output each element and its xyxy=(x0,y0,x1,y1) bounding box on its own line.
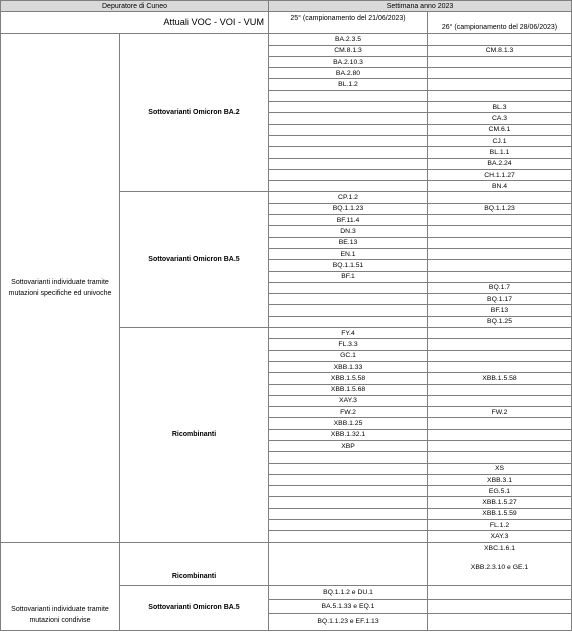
week25-value: XBB.1.5.58 xyxy=(269,373,428,384)
week25-value: XBB.1.32.1 xyxy=(269,429,428,440)
week25-value xyxy=(269,158,428,169)
week25-value xyxy=(269,542,428,585)
week26-value: CM.8.1.3 xyxy=(428,45,572,56)
week26-value xyxy=(428,395,572,406)
week25-value xyxy=(269,316,428,327)
week26-value xyxy=(428,34,572,45)
week26-value: XBB.1.5.27 xyxy=(428,497,572,508)
week25-value xyxy=(269,486,428,497)
week26-value xyxy=(428,384,572,395)
week26-value xyxy=(428,452,572,463)
week26-value: BA.2.24 xyxy=(428,158,572,169)
week25-value xyxy=(269,135,428,146)
week25-value: XBB.1.33 xyxy=(269,361,428,372)
settimana-header: Settimana anno 2023 xyxy=(269,1,572,12)
week25-value: FW.2 xyxy=(269,407,428,418)
week25-value: EN.1 xyxy=(269,248,428,259)
week25-value: BA.2.10.3 xyxy=(269,56,428,67)
week25-value: FY.4 xyxy=(269,328,428,339)
group-shared-label: Sottovarianti individuate tramite mutazioni condivise xyxy=(1,542,120,630)
week26-value: XS xyxy=(428,463,572,474)
week26-value: BQ.1.7 xyxy=(428,282,572,293)
week25-value: BF.11.4 xyxy=(269,215,428,226)
week25-value: BA.2.80 xyxy=(269,68,428,79)
week26-value xyxy=(428,260,572,271)
week25-value xyxy=(269,124,428,135)
week26-value: BL.3 xyxy=(428,102,572,113)
week26-value: XBB.3.1 xyxy=(428,474,572,485)
week26-value: CA.3 xyxy=(428,113,572,124)
week26-value xyxy=(428,585,572,599)
week25-value: BA.5.1.33 e EQ.1 xyxy=(269,599,428,613)
week25-value xyxy=(269,294,428,305)
week26-value: CM.6.1 xyxy=(428,124,572,135)
week25-value xyxy=(269,181,428,192)
week26-value xyxy=(428,613,572,630)
week26-value: EG.5.1 xyxy=(428,486,572,497)
week26-value xyxy=(428,440,572,451)
week26-value xyxy=(428,192,572,203)
week26-value xyxy=(428,56,572,67)
week26-value: BQ.1.25 xyxy=(428,316,572,327)
week25-value xyxy=(269,474,428,485)
week25-value xyxy=(269,90,428,101)
week26-value xyxy=(428,350,572,361)
week26-value xyxy=(428,271,572,282)
week25-value: XAY.3 xyxy=(269,395,428,406)
week26-value xyxy=(428,542,572,585)
header-row-1 xyxy=(1,1,572,12)
section-label: Ricombinanti xyxy=(120,542,269,585)
week25-value xyxy=(269,463,428,474)
group-specific-label: Sottovarianti individuate tramite mutazioni specifiche ed univoche xyxy=(1,34,120,542)
week26-value: XAY.3 xyxy=(428,531,572,542)
week25-value xyxy=(269,508,428,519)
section-label: Ricombinanti xyxy=(120,328,269,543)
week26-value: FW.2 xyxy=(428,407,572,418)
week25-value: BQ.1.1.23 e EF.1.13 xyxy=(269,613,428,630)
week26-value: BL.1.1 xyxy=(428,147,572,158)
week26-value xyxy=(428,328,572,339)
week26-value xyxy=(428,68,572,79)
week25-value: XBP xyxy=(269,440,428,451)
week26-value: CJ.1 xyxy=(428,135,572,146)
week25-value: BQ.1.1.2 e DU.1 xyxy=(269,585,428,599)
week26-value: CH.1.1.27 xyxy=(428,169,572,180)
week26-value: FL.1.2 xyxy=(428,520,572,531)
week25-value: CM.8.1.3 xyxy=(269,45,428,56)
week26-value xyxy=(428,599,572,613)
week25-value: BL.1.2 xyxy=(269,79,428,90)
table-row xyxy=(1,542,572,585)
week25-value xyxy=(269,305,428,316)
week26-line: XBC.1.6.1 xyxy=(484,544,515,552)
week25-value xyxy=(269,531,428,542)
week25-value xyxy=(269,520,428,531)
week25-header: 25° (campionamento del 21/06/2023) xyxy=(269,12,428,34)
section-label: Sottovarianti Omicron BA.2 xyxy=(120,34,269,192)
week25-value: BF.1 xyxy=(269,271,428,282)
week25-value xyxy=(269,452,428,463)
week26-value xyxy=(428,237,572,248)
week25-value xyxy=(269,147,428,158)
week26-value: BQ.1.1.23 xyxy=(428,203,572,214)
week26-value: BF.13 xyxy=(428,305,572,316)
week26-value: XBB.1.5.58 xyxy=(428,373,572,384)
week25-value: BE.13 xyxy=(269,237,428,248)
week26-value xyxy=(428,429,572,440)
week25-value: XBB.1.25 xyxy=(269,418,428,429)
week26-line: XBB.2.3.10 e GE.1 xyxy=(470,563,529,571)
week25-value: FL.3.3 xyxy=(269,339,428,350)
week26-value xyxy=(428,248,572,259)
depuratore-header: Depuratore di Cuneo xyxy=(1,1,269,12)
week25-value: CP.1.2 xyxy=(269,192,428,203)
week25-value: GC.1 xyxy=(269,350,428,361)
week26-value xyxy=(428,418,572,429)
section-label: Sottovarianti Omicron BA.5 xyxy=(120,585,269,630)
week25-value: BQ.1.1.51 xyxy=(269,260,428,271)
week26-value xyxy=(428,226,572,237)
week26-value: XBB.1.5.59 xyxy=(428,508,572,519)
week25-value: BQ.1.1.23 xyxy=(269,203,428,214)
attuali-header: Attuali VOC - VOI - VUM xyxy=(1,12,269,34)
week25-value xyxy=(269,169,428,180)
week25-value: BA.2.3.5 xyxy=(269,34,428,45)
week26-header: 26° (campionamento del 28/06/2023) xyxy=(428,12,572,34)
week26-value: BQ.1.17 xyxy=(428,294,572,305)
week26-value xyxy=(428,361,572,372)
week25-value xyxy=(269,102,428,113)
week26-value xyxy=(428,79,572,90)
week26-value xyxy=(428,90,572,101)
week26-value xyxy=(428,339,572,350)
week26-value xyxy=(428,215,572,226)
section-label: Sottovarianti Omicron BA.5 xyxy=(120,192,269,328)
week25-value: DN.3 xyxy=(269,226,428,237)
week26-value: BN.4 xyxy=(428,181,572,192)
week25-value xyxy=(269,282,428,293)
table-row xyxy=(1,34,572,45)
week25-value: XBB.1.5.68 xyxy=(269,384,428,395)
week25-value xyxy=(269,497,428,508)
week25-value xyxy=(269,113,428,124)
header-row-2 xyxy=(1,12,572,34)
